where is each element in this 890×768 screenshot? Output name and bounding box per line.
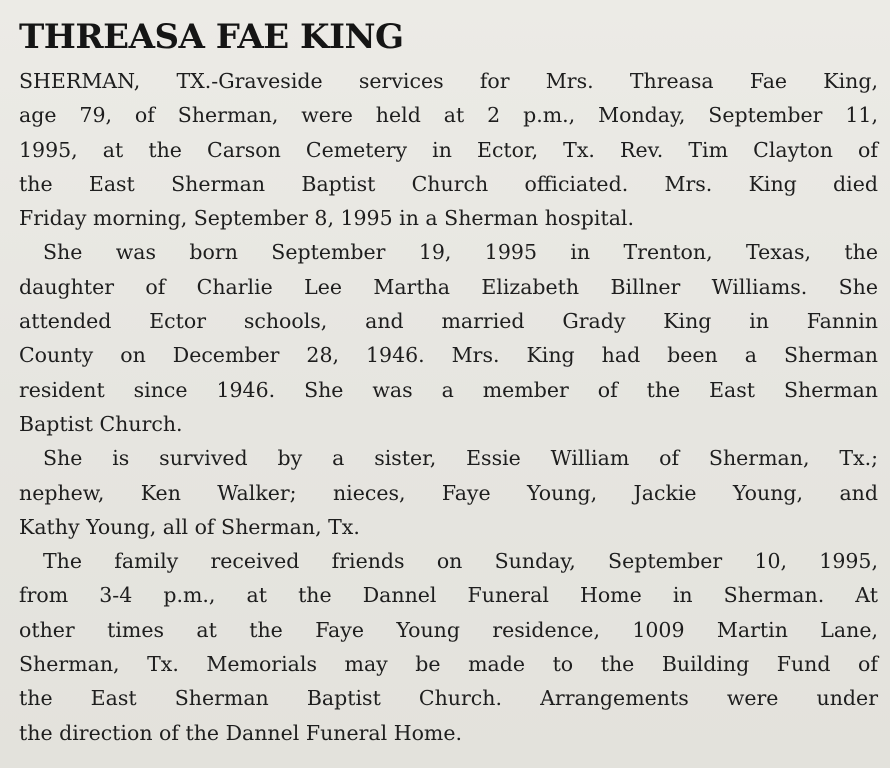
text-line: The family received friends on Sunday, September 10, 1995,: [43, 549, 878, 574]
text-line: nephew, Ken Walker; nieces, Faye Young, Jackie Young, and: [19, 480, 878, 505]
text-line: Friday morning, September 8, 1995 in a Sherman hospital.: [19, 206, 635, 231]
text-line: resident since 1946. She was a member of the East Sherman: [19, 377, 878, 402]
obituary-headline: THREASA FAE KING: [19, 17, 404, 57]
text-line: daughter of Charlie Lee Martha Elizabeth Billner Williams. She: [19, 274, 878, 299]
text-line: age 79, of Sherman, were held at 2 p.m., Monday, September 11,: [19, 103, 878, 128]
text-line: the direction of the Dannel Funeral Home.: [19, 720, 463, 745]
text-line: 1995, at the Carson Cemetery in Ector, Tx. Rev. Tim Clayton of: [19, 137, 878, 162]
text-line: SHERMAN, TX.-Graveside services for Mrs. Threasa Fae King,: [19, 69, 878, 93]
text-line: Baptist Church.: [19, 411, 183, 436]
text-line: attended Ector schools, and married Grady King in Fannin: [19, 309, 878, 334]
text-line: Kathy Young, all of Sherman, Tx.: [19, 514, 360, 539]
text-line: the East Sherman Baptist Church. Arrangements were under: [19, 686, 878, 711]
text-line: the East Sherman Baptist Church officiated. Mrs. King died: [19, 171, 878, 196]
paragraph-biography: [19, 235, 878, 441]
text-line: from 3-4 p.m., at the Dannel Funeral Home in Sherman. At: [19, 583, 878, 608]
text-line: She is survived by a sister, Essie William of Sherman, Tx.;: [43, 446, 878, 471]
paragraph-services: [19, 64, 878, 235]
paragraph-visitation: [19, 544, 878, 750]
paragraph-survivors: [19, 441, 878, 544]
text-line: Sherman, Tx. Memorials may be made to the Building Fund of: [19, 652, 878, 677]
text-line: She was born September 19, 1995 in Trenton, Texas, the: [43, 240, 878, 265]
text-line: County on December 28, 1946. Mrs. King had been a Sherman: [19, 343, 878, 368]
text-line: other times at the Faye Young residence, 1009 Martin Lane,: [19, 617, 878, 642]
